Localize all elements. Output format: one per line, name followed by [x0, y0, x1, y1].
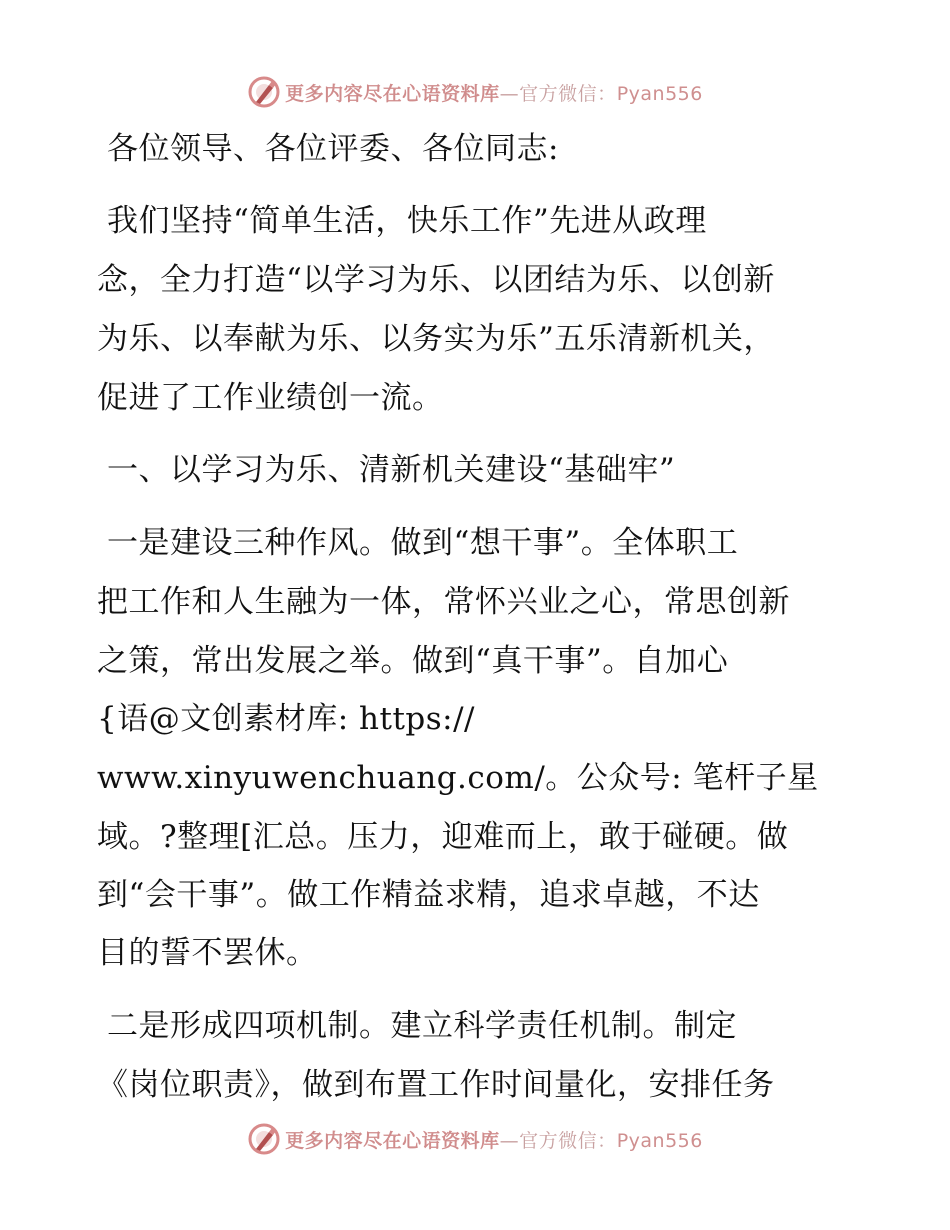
watermark-text — [285, 1126, 703, 1153]
watermark-wechat-label: 官方微信： — [519, 1129, 617, 1152]
paragraph-line: 促进了工作业绩创一流。 — [97, 380, 444, 416]
paragraph-line: 《岗位职责》，做到布置工作时间量化，安排任务 — [97, 1067, 775, 1103]
section-heading: 一、以学习为乐、清新机关建设“基础牢” — [107, 452, 676, 488]
paragraph-line: 到“会干事”。做工作精益求精，追求卓越，不达 — [97, 877, 760, 913]
paragraph-line: {语@文创素材库: https:// — [97, 701, 475, 737]
watermark-wechat-label: 官方微信： — [519, 82, 617, 105]
watermark-wechat-id: Pyan556 — [616, 82, 703, 105]
paragraph-line: 把工作和人生融为一体，常怀兴业之心，常思创新 — [97, 584, 790, 620]
footer-watermark — [0, 1119, 950, 1159]
paragraph-line: 念，全力打造“以学习为乐、以团结为乐、以创新 — [97, 262, 775, 298]
salutation: 各位领导、各位评委、各位同志: — [107, 131, 559, 167]
paragraph-line: 二是形成四项机制。建立科学责任机制。制定 — [107, 1008, 737, 1044]
watermark-text — [285, 79, 703, 106]
pen-logo-icon — [247, 75, 281, 109]
watermark-main: 更多内容尽在心语资料库 — [285, 1129, 500, 1152]
paragraph-line: www.xinyuwenchuang.com/。公众号: 笔杆子星 — [97, 760, 819, 796]
paragraph-line: 我们坚持“简单生活，快乐工作”先进从政理 — [107, 203, 707, 239]
watermark-dash: — — [499, 1129, 520, 1152]
watermark-dash: — — [499, 82, 520, 105]
paragraph-line: 域。?整理[汇总。压力，迎难而上，敢于碰硬。做 — [97, 819, 789, 855]
pen-logo-icon — [247, 1122, 281, 1156]
paragraph-line: 目的誓不罢休。 — [97, 935, 318, 971]
paragraph-line: 为乐、以奉献为乐、以务实为乐”五乐清新机关， — [97, 321, 775, 357]
paragraph-line: 一是建设三种作风。做到“想干事”。全体职工 — [107, 525, 739, 561]
paragraph-line: 之策，常出发展之举。做到“真干事”。自加心 — [97, 643, 729, 679]
watermark-wechat-id: Pyan556 — [616, 1129, 703, 1152]
header-watermark — [0, 72, 950, 112]
watermark-main: 更多内容尽在心语资料库 — [285, 82, 500, 105]
